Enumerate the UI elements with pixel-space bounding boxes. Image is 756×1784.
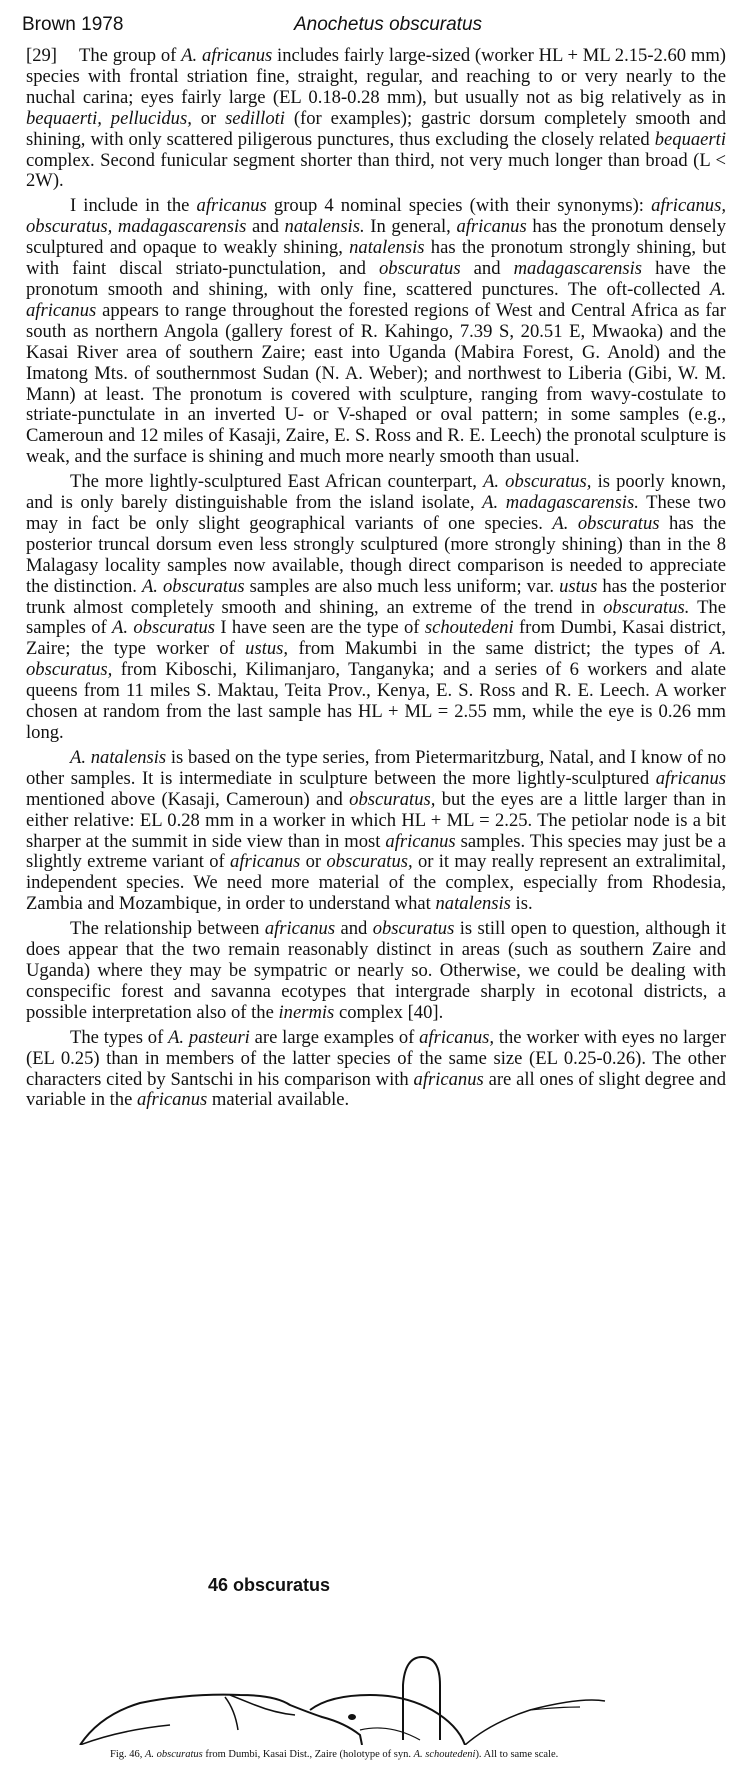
text-run: is based on the type series, from Pietermaritzburg, Natal, and I know of no other samples. It is intermediate in sculpture between the more lightly-sculptured [26,746,726,789]
text-run: I include in the [70,195,197,217]
text-run: (for examples); gastric dorsum completely smooth and shining, with only scattered piligerous punctures, thus excluding the closely related [26,107,726,150]
italic-text: obscuratus [378,258,461,280]
italic-text: africanus [385,830,456,852]
paragraph [26,46,726,192]
text-run: has the pronotum strongly shining, but with faint discal striato-punctulation, and [26,237,726,280]
italic-text: africanus [413,1068,484,1090]
text-run: has the posterior truncal dorsum even less strongly sculptured (more strongly shining) than in the 8 Malagasy locality samples now available, though direct comparison is needed to appreciate the distinction. [26,512,726,597]
text-run: has the posterior trunk almost completely smooth and shining, an extreme of the trend in [26,575,727,618]
italic-text: ustus, [245,638,289,660]
text-run: includes fairly large-sized (worker HL + ML 2.15-2.60 mm) species with frontal striation fine, straight, regular, and reaching to or very nearly to the nuchal carina; eyes fairly large (EL 0.18-0.28 mm), but usually not as big relatively as in [26,45,726,108]
paragraph [26,1028,726,1112]
text-run: The samples of [26,596,726,639]
italic-text: natalensis [349,237,425,259]
text-run: and [460,258,514,280]
header-author-year: Brown 1978 [22,14,124,35]
italic-text: schoutedeni [424,617,514,639]
italic-text: A. africanus [181,45,273,66]
figure-caption [110,1749,710,1760]
italic-text: bequaerti, pellucidus, [26,107,192,129]
text-run: These two may in fact be only slight geographical variants of one species. [26,492,727,534]
text-run: from Makumbi in the same district; the types of [288,638,710,660]
italic-text: A. madagascarensis. [482,492,639,514]
text-run: appears to range throughout the forested regions of West and Central Africa as far south as northern Angola (gallery forest of R. Kahingo, 7.39 S, 20.51 E, Mwaoka) and the Kasai River area of southern Zaire; east into Uganda (Mabira Forest, G. Anold) and the Imatong Mts. of southernmost Sudan (N. A. Weber); and northwest to Liberia (Gibi, W. M. Mann) at least. The pronotum is covered with sculpture, ranging from wavy-costulate to striate-punctulate in an inverted U- or V-shaped or oval pattern; in some samples (e.g., Cameroun and 12 miles of Kasaji, Zaire, E. S. Ross and R. E. Leech) the pronotal sculpture is weak, and the surface is shining and much more nearly smooth than usual. [26,299,726,468]
italic-text: A. africanus [26,278,726,321]
italic-text: natalensis [435,893,511,915]
text-run: In general, [364,216,457,238]
text-run: material available. [207,1089,350,1111]
text-run: samples are also much less uniform; var. [244,575,560,597]
italic-text: africanus [230,851,301,873]
text-run: is still open to question, although it does appear that the two remain reasonably distinct in areas (such as southern Zaire and Uganda) where they may be sympatric or nearly so. Otherwise, we could be dealing with conspecific forest and savanna ecotypes that intergrade sharply in ecotonal districts, a possible interpretation also of the [26,918,726,1023]
italic-text: inermis [278,1001,335,1023]
paragraph-reference: [29] [26,45,57,66]
text-run: group 4 nominal species (with their synonyms): [266,195,652,217]
text-run: the worker with eyes no larger (EL 0.25) than in members of the latter species of the same size (EL 0.25-0.26). The other characters cited by Santschi in his comparison with [26,1026,726,1090]
text-run: from Dumbi, Kasai district, Zaire; the type worker of [26,617,726,660]
text-run: but the eyes are a little larger than in either relative: EL 0.28 mm in a worker in which HL + ML = 2.25. The petiolar node is a bit sharper at the summit in side view than in most [26,788,726,852]
text-run: Fig. 46, [110,1749,146,1760]
ant-illustration [60,1545,750,1745]
italic-text: africanus, [419,1026,495,1048]
text-run: from Kiboschi, Kilimanjaro, Tanganyka; and a series of 6 workers and alate queens from 11 miles S. Maktau, Teita Prov., Kenya, E. S. Ross and R. E. Leech. A worker chosen at random from the last sample has HL + ML = 2.55 mm, while the eye is 0.26 mm long. [26,659,726,743]
text-run: or [191,107,226,129]
running-header [22,12,722,38]
text-run: complex. Second funicular segment shorter than third, not very much longer than broad (L < 2W). [26,149,726,192]
header-running-title: Anochetus obscuratus [294,14,483,35]
text-run: is poorly known, and is only barely distinguishable from the island isolate, [26,471,727,514]
italic-text: A. obscuratus, [483,471,592,493]
italic-text: africanus [456,216,527,238]
italic-text: A. obscuratus, [26,638,726,681]
italic-text: A. obscuratus [112,617,215,639]
text-run: The group of [78,45,182,66]
italic-text: madagascarensis [513,258,643,280]
text-run: are all ones of slight degree and variable in the [26,1068,726,1111]
text-run: have the pronotum smooth and shining, with only fine, scattered punctures. The oft-collected [26,258,726,300]
italic-text: A. obscuratus [145,1749,203,1760]
text-run: are large examples of [249,1026,420,1048]
italic-text: A. natalensis [70,746,167,768]
text-run: and [335,918,373,940]
italic-text: sedilloti [225,107,285,129]
text-run: from Dumbi, Kasai Dist., Zaire (holotype of syn. [202,1749,414,1760]
italic-text: bequaerti [654,128,726,150]
text-run: or it may really represent an extralimital, independent species. We need more material of the complex, especially from Rhodesia, Zambia and Mozambique, in order to understand what [26,851,726,915]
text-run: has the pronotum densely sculptured and opaque to weakly shining, [26,216,726,259]
figure-label: 46 obscuratus [208,1575,331,1595]
paragraph [26,748,726,915]
italic-text: obscuratus. [603,596,690,618]
italic-text: A. obscuratus [552,512,660,534]
italic-text: natalensis. [284,216,365,238]
body-text [26,46,726,1115]
text-run: mentioned above (Kasaji, Cameroun) and [26,788,350,810]
text-run: complex [40]. [334,1001,444,1023]
italic-text: africanus [264,918,336,940]
italic-text: A. obscuratus [141,575,245,597]
text-run: The types of [70,1026,169,1048]
paragraph [26,196,726,468]
italic-text: obscuratus [372,918,455,940]
italic-text: obscuratus, [326,851,413,873]
paragraph [26,472,726,744]
paragraph [26,919,726,1024]
text-run: samples. This species may just be a slightly extreme variant of [26,830,726,873]
italic-text: africanus [655,767,726,789]
italic-text: obscuratus, [349,788,436,810]
text-run: The more lightly-sculptured East African counterpart, [70,471,484,493]
italic-text: africanus [196,195,267,217]
text-run: ). All to same scale. [475,1749,559,1760]
text-run: and [246,216,285,238]
text-run: or [300,851,327,873]
italic-text: africanus [137,1089,208,1111]
italic-text: africanus, obscuratus, madagascarensis [26,195,726,238]
italic-text: A. schoutedeni [413,1749,476,1760]
text-run: I have seen are the type of [215,617,425,639]
text-run: is. [510,893,533,915]
text-run: The relationship between [70,918,265,940]
italic-text: ustus [559,575,598,597]
italic-text: A. pasteuri [168,1026,250,1048]
